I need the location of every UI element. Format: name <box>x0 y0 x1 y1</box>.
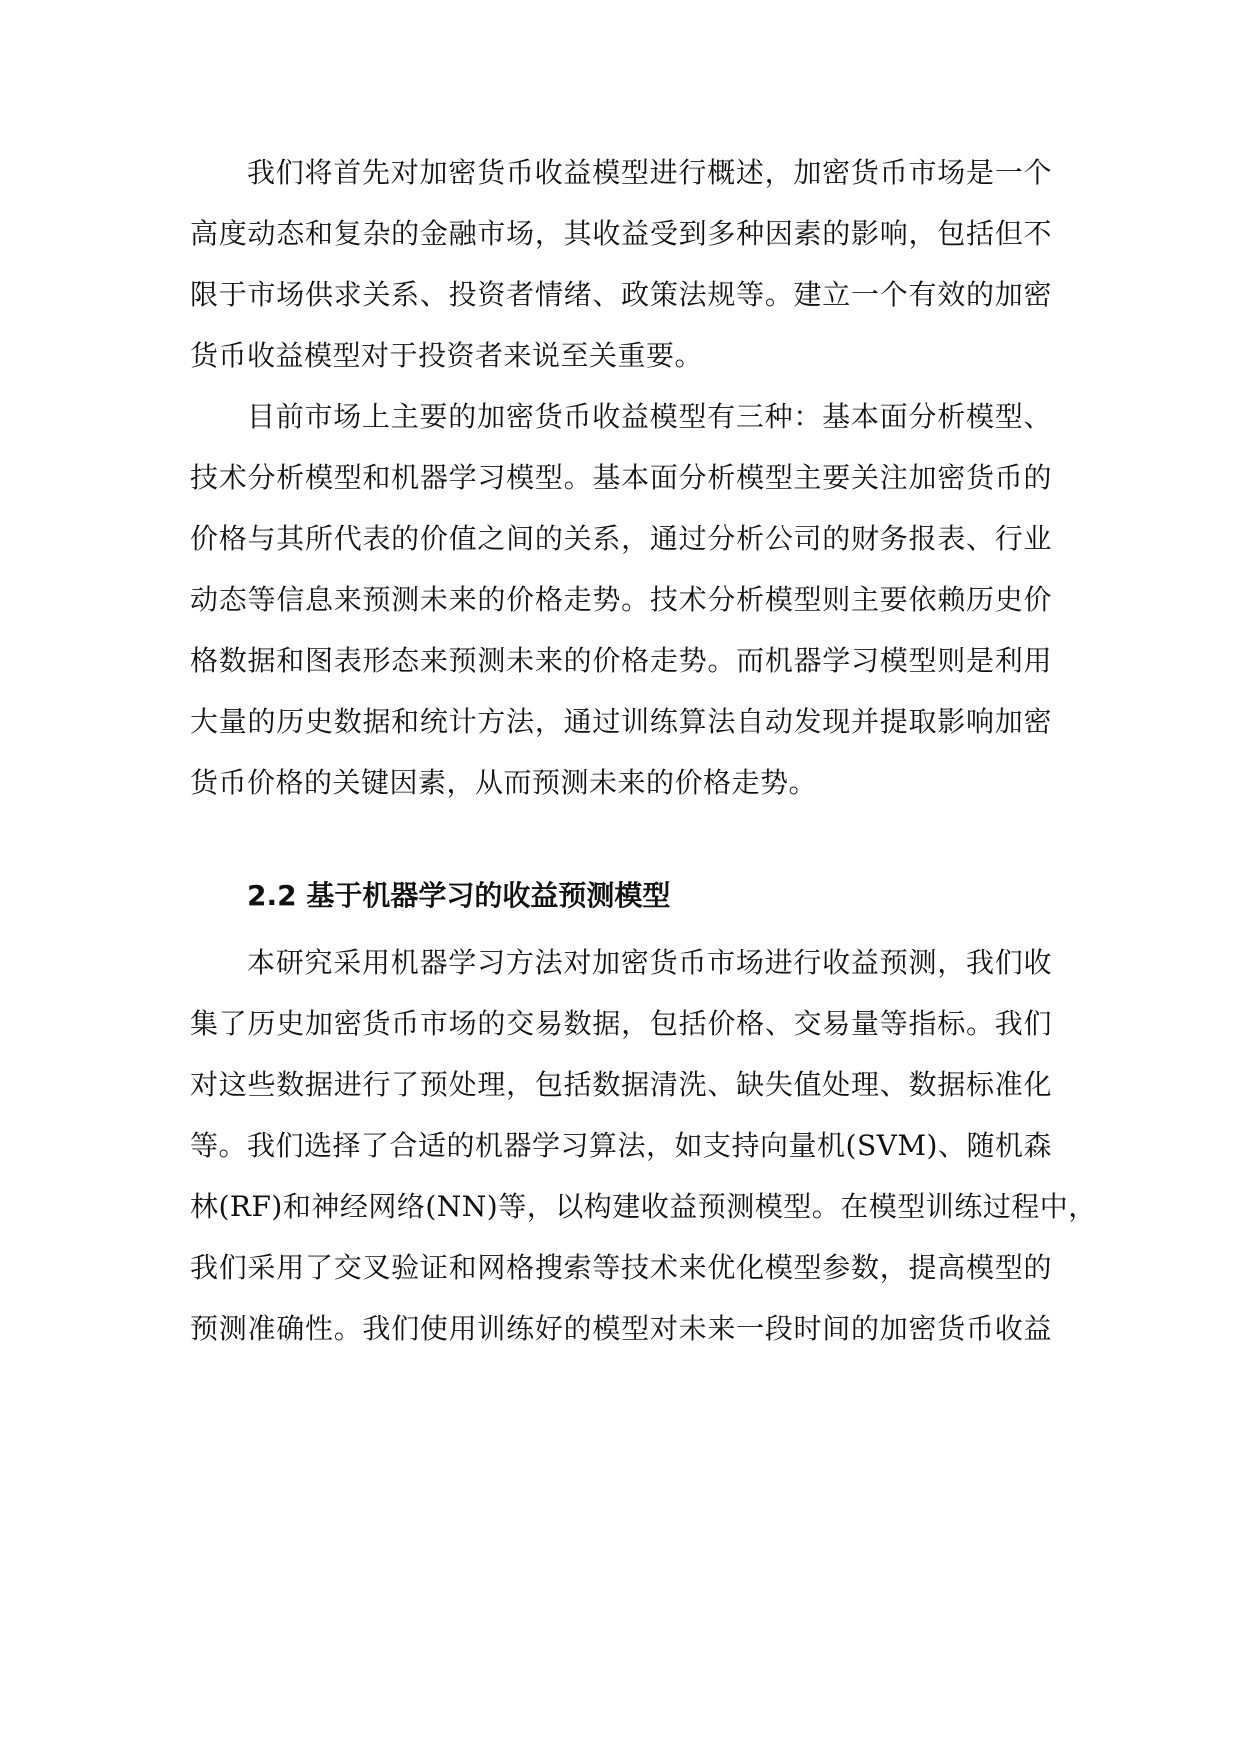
text-line: 货币收益模型对于投资者来说至关重要。 <box>190 339 704 372</box>
text-line: 动态等信息来预测未来的价格走势。技术分析模型则主要依赖历史价 <box>190 583 1052 616</box>
text-line: 林(RF)和神经网络(NN)等，以构建收益预测模型。在模型训练过程中， <box>190 1190 1097 1223</box>
text-line: 大量的历史数据和统计方法，通过训练算法自动发现并提取影响加密 <box>190 705 1052 738</box>
text-line: 高度动态和复杂的金融市场，其收益受到多种因素的影响，包括但不 <box>190 217 1052 250</box>
text-line: 目前市场上主要的加密货币收益模型有三种：基本面分析模型、 <box>247 400 1052 433</box>
text-line: 技术分析模型和机器学习模型。基本面分析模型主要关注加密货币的 <box>190 461 1052 494</box>
text-line: 本研究采用机器学习方法对加密货币市场进行收益预测，我们收 <box>247 946 1052 979</box>
text-line: 货币价格的关键因素，从而预测未来的价格走势。 <box>190 766 818 799</box>
paragraph-model-types <box>190 386 1052 813</box>
text-line: 我们采用了交叉验证和网格搜索等技术来优化模型参数，提高模型的 <box>190 1251 1052 1284</box>
paragraph-crypto-model-overview <box>190 142 1052 386</box>
text-line: 集了历史加密货币市场的交易数据，包括价格、交易量等指标。我们 <box>190 1007 1052 1040</box>
section-heading: 2.2 基于机器学习的收益预测模型 <box>247 879 671 912</box>
text-line: 预测准确性。我们使用训练好的模型对未来一段时间的加密货币收益 <box>190 1312 1052 1345</box>
text-line: 我们将首先对加密货币收益模型进行概述，加密货币市场是一个 <box>247 156 1052 189</box>
text-line: 格数据和图表形态来预测未来的价格走势。而机器学习模型则是利用 <box>190 644 1052 677</box>
text-line: 价格与其所代表的价值之间的关系，通过分析公司的财务报表、行业 <box>190 522 1052 555</box>
text-line: 限于市场供求关系、投资者情绪、政策法规等。建立一个有效的加密 <box>190 278 1052 311</box>
text-line: 等。我们选择了合适的机器学习算法，如支持向量机(SVM)、随机森 <box>190 1129 1052 1162</box>
text-line: 对这些数据进行了预处理，包括数据清洗、缺失值处理、数据标准化 <box>190 1068 1052 1101</box>
document-body <box>190 142 1097 1359</box>
paragraph-ml-prediction <box>190 932 1097 1359</box>
